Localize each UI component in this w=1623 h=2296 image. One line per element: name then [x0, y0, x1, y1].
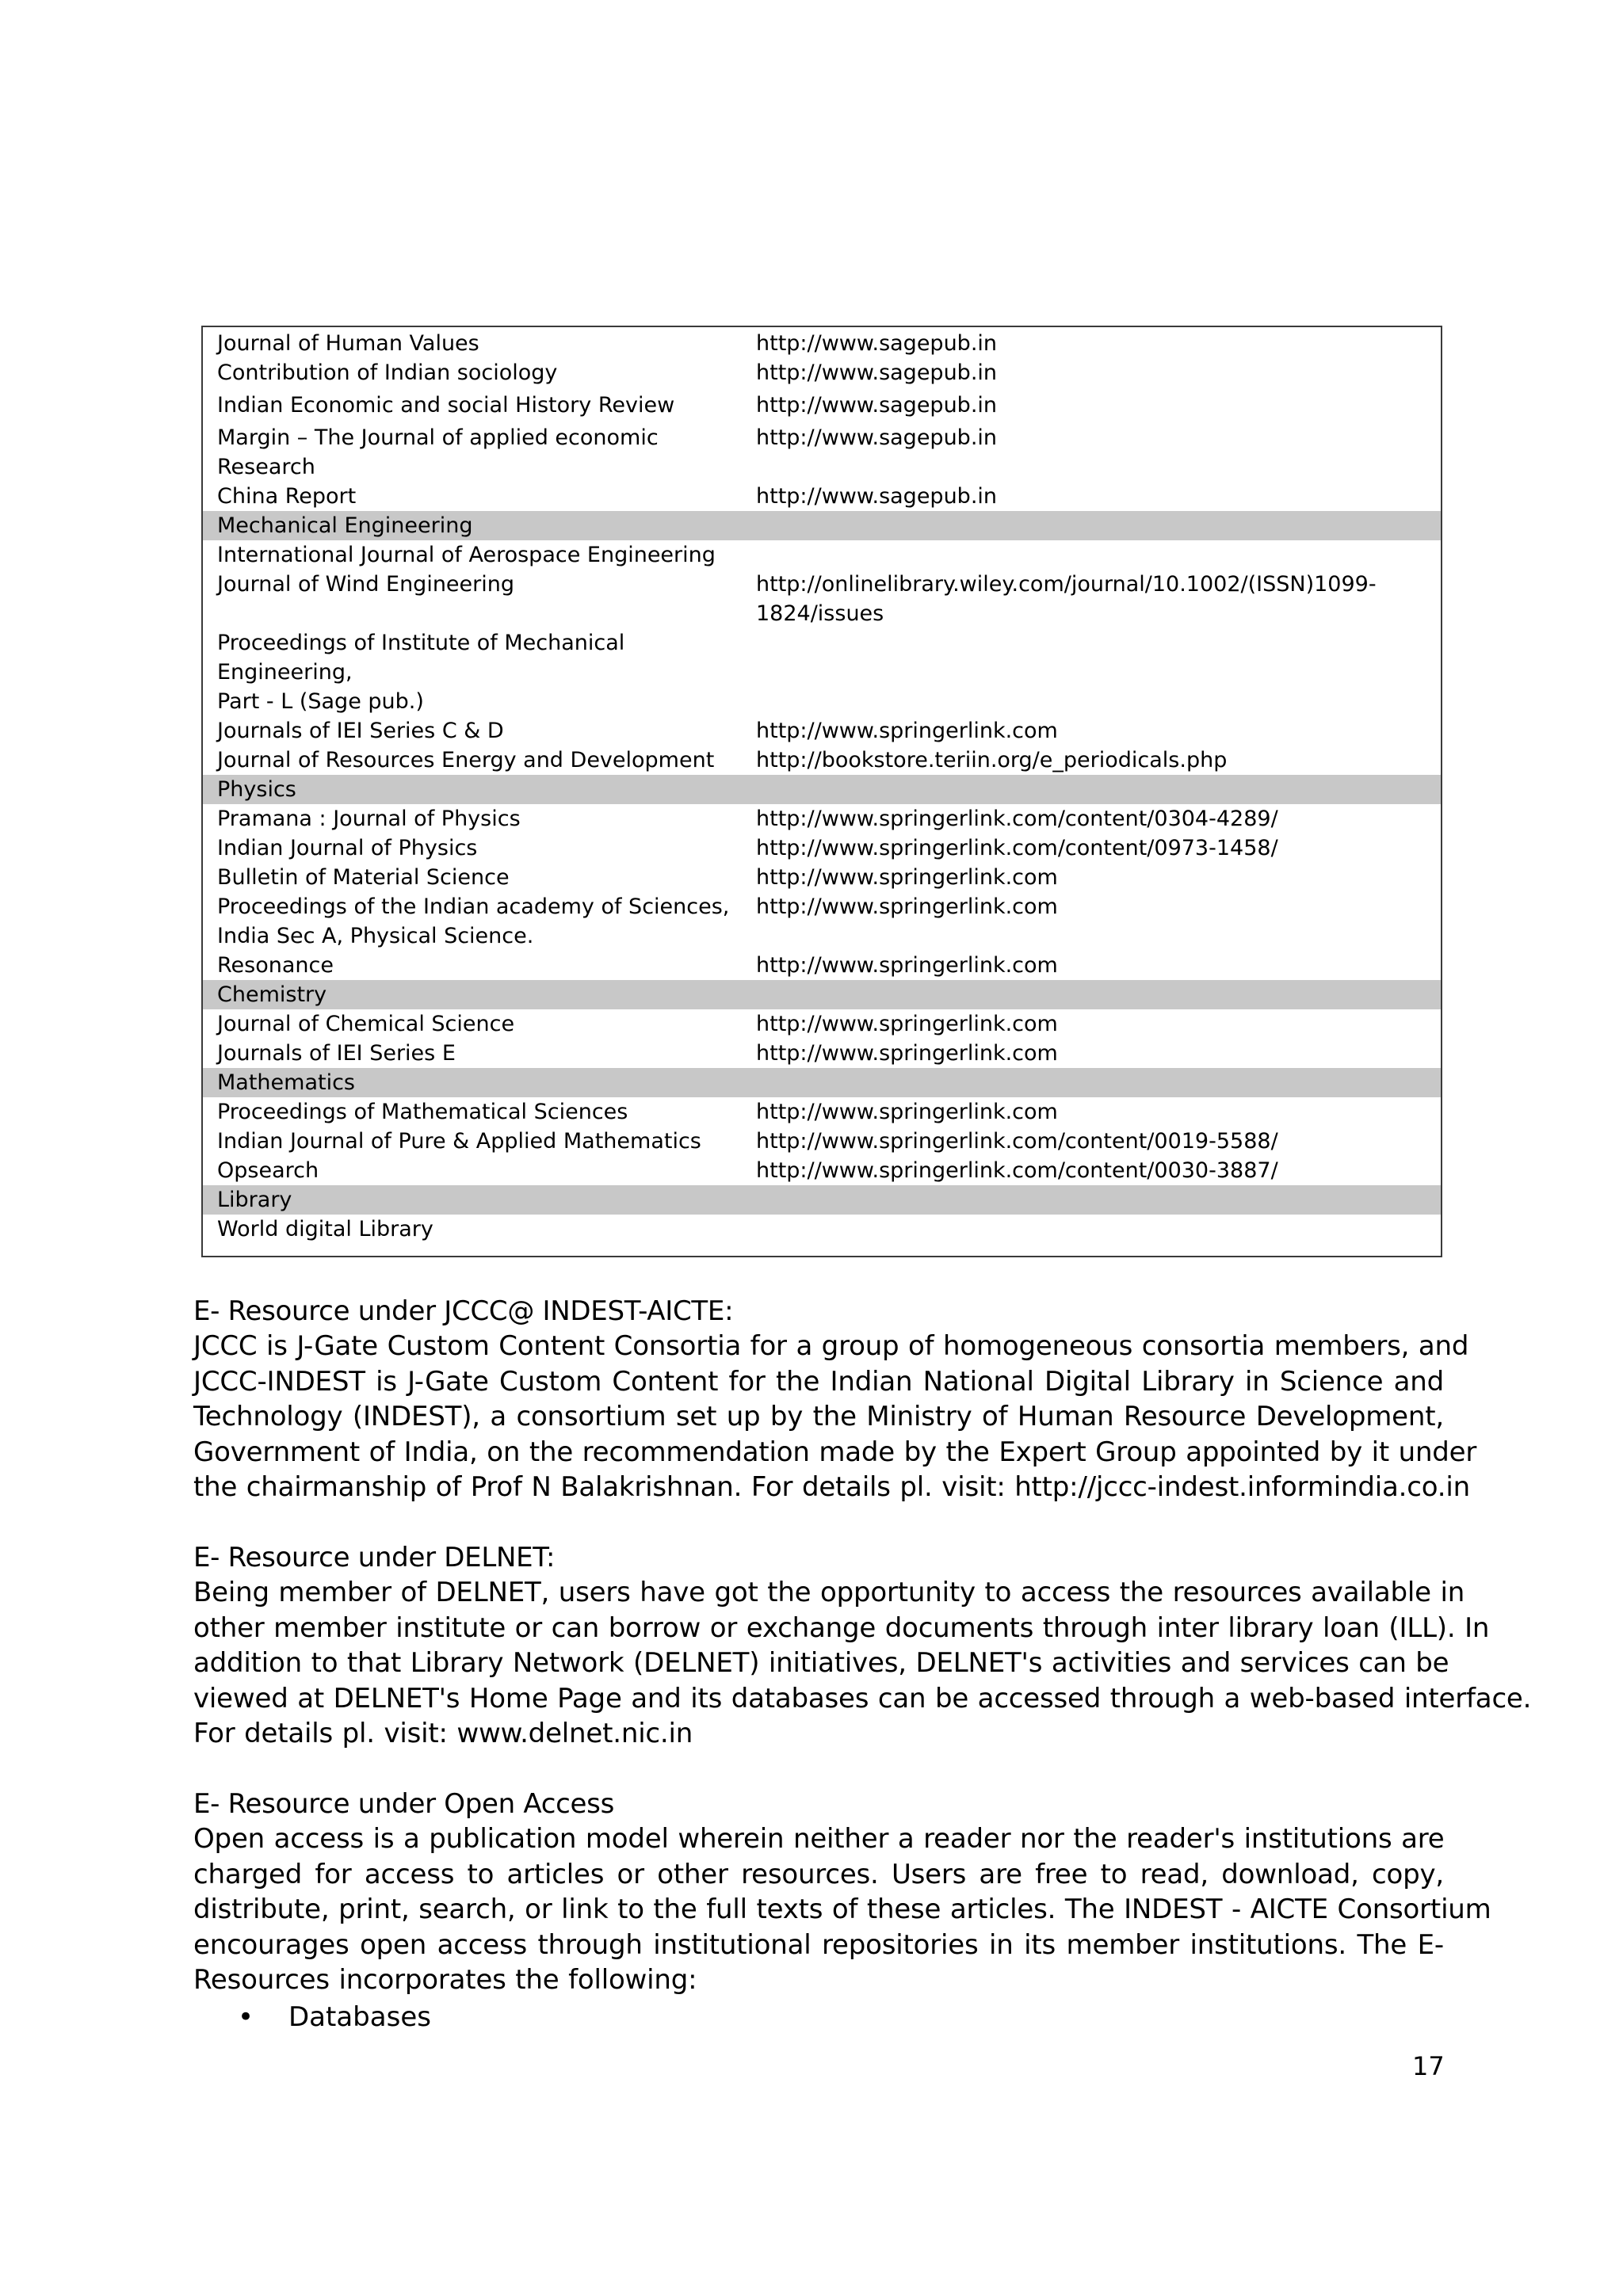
paragraph-line: Government of India, on the recommendation made by the Expert Group appointed by it under — [193, 1436, 1477, 1468]
journal-url — [756, 804, 1430, 833]
table-row — [203, 1215, 1441, 1244]
table-row — [203, 329, 1441, 358]
bullet-text: Databases — [288, 2001, 431, 2033]
table-row — [203, 951, 1441, 980]
journal-url — [756, 1156, 1430, 1185]
journal-title — [217, 804, 740, 833]
journal-url — [756, 570, 1430, 628]
paragraph-line: addition to that Library Network (DELNET) initiatives, DELNET's activities and services can be — [193, 1647, 1449, 1679]
journal-url — [756, 358, 1430, 387]
table-row — [203, 833, 1441, 863]
cell-text-line: Indian Journal of Physics — [217, 836, 478, 860]
paragraph-line: Being member of DELNET, users have got the opportunity to access the resources available in — [193, 1577, 1465, 1608]
cell-text-line: http://www.springerlink.com/content/0304-4289/ — [756, 807, 1278, 831]
table-section-row — [203, 980, 1441, 1009]
journal-title — [217, 1097, 740, 1127]
journal-url — [756, 892, 1430, 921]
journal-title — [217, 951, 740, 980]
section-label — [217, 511, 740, 540]
paragraph-line: viewed at DELNET's Home Page and its databases can be accessed through a web-based interface. — [193, 1682, 1532, 1714]
cell-text-line: Indian Economic and social History Review — [217, 393, 675, 418]
cell-text-line: Pramana : Journal of Physics — [217, 807, 521, 831]
paragraph-line: Technology (INDEST), a consortium set up by the Ministry of Human Resource Development, — [193, 1401, 1444, 1432]
paragraph-line: JCCC is J-Gate Custom Content Consortia for a group of homogeneous consortia members, and — [193, 1330, 1469, 1362]
journal-title — [217, 863, 740, 892]
table-row — [203, 863, 1441, 892]
cell-text-line: Research — [217, 455, 315, 479]
cell-text-line: Journal of Resources Energy and Development — [217, 748, 715, 772]
journal-title — [217, 423, 740, 482]
cell-text-line: Mechanical Engineering — [217, 513, 473, 538]
cell-text-line: http://bookstore.teriin.org/e_periodicals.php — [756, 748, 1228, 772]
cell-text-line: http://onlinelibrary.wiley.com/journal/10.1002/(ISSN)1099- — [756, 572, 1377, 597]
paragraph-line: encourages open access through institutional repositories in its member institutions. The E- — [193, 1928, 1444, 1961]
cell-text-line: http://www.springerlink.com — [756, 953, 1058, 978]
cell-text-line: Journal of Chemical Science — [217, 1012, 515, 1036]
journal-url — [756, 1127, 1430, 1156]
cell-text-line: Proceedings of Mathematical Sciences — [217, 1100, 628, 1124]
cell-text-line: http://www.springerlink.com — [756, 1012, 1058, 1036]
cell-text-line: http://www.springerlink.com — [756, 865, 1058, 890]
table-section-row — [203, 775, 1441, 804]
journal-url — [756, 482, 1430, 511]
journal-title — [217, 358, 740, 387]
paragraph-line: the chairmanship of Prof N Balakrishnan. For details pl. visit: http://jccc-indest.informindia.co.in — [193, 1471, 1470, 1503]
cell-text-line: China Report — [217, 484, 357, 509]
paragraph-line: other member institute or can borrow or exchange documents through inter library loan (ILL). In — [193, 1611, 1490, 1644]
journal-title — [217, 1127, 740, 1156]
table-row — [203, 804, 1441, 833]
cell-text-line: http://www.springerlink.com — [756, 1041, 1058, 1066]
journal-title — [217, 482, 740, 511]
cell-text-line: Journals of IEI Series E — [217, 1041, 456, 1066]
cell-text-line: Journal of Wind Engineering — [217, 572, 515, 597]
cell-text-line: Engineering, — [217, 660, 353, 685]
paragraph-line: Resources incorporates the following: — [193, 1964, 697, 1996]
journal-url — [756, 833, 1430, 863]
journal-title — [217, 1039, 740, 1068]
table-row — [203, 1039, 1441, 1068]
cell-text-line: http://www.springerlink.com — [756, 1100, 1058, 1124]
table-row — [203, 540, 1441, 570]
cell-text-line: Indian Journal of Pure & Applied Mathematics — [217, 1129, 701, 1154]
section-heading-open-access: E- Resource under Open Access — [193, 1788, 614, 1820]
bullet-dot-icon: • — [238, 2001, 254, 2033]
journal-title — [217, 746, 740, 775]
cell-text-line: Opsearch — [217, 1158, 319, 1183]
table-row — [203, 1097, 1441, 1127]
journal-url — [756, 391, 1430, 420]
section-paragraph-open-access — [193, 1821, 1491, 1998]
journal-title — [217, 1156, 740, 1185]
table-row — [203, 746, 1441, 775]
cell-text-line: http://www.sagepub.in — [756, 425, 998, 450]
paragraph-line: JCCC-INDEST is J-Gate Custom Content for the Indian National Digital Library in Science and — [193, 1365, 1444, 1398]
paragraph-line: Open access is a publication model wherein neither a reader nor the reader's institutions are — [193, 1823, 1445, 1855]
table-row — [203, 1156, 1441, 1185]
journal-url — [756, 1097, 1430, 1127]
journal-title — [217, 892, 740, 951]
table-row — [203, 628, 1441, 716]
cell-text-line: http://www.springerlink.com/content/0019-5588/ — [756, 1129, 1278, 1154]
cell-text-line: Resonance — [217, 953, 334, 978]
cell-text-line: Library — [217, 1188, 292, 1212]
cell-text-line: http://www.springerlink.com — [756, 719, 1058, 743]
journal-title — [217, 716, 740, 746]
cell-text-line: http://www.springerlink.com/content/0973-1458/ — [756, 836, 1278, 860]
cell-text-line: Part - L (Sage pub.) — [217, 689, 424, 714]
cell-text-line: Contribution of Indian sociology — [217, 360, 558, 385]
table-row — [203, 358, 1441, 387]
journal-url — [756, 1039, 1430, 1068]
table-row — [203, 482, 1441, 511]
table-section-row — [203, 1185, 1441, 1215]
cell-text-line: Journals of IEI Series C & D — [217, 719, 504, 743]
journal-title — [217, 833, 740, 863]
table-row — [203, 892, 1441, 951]
cell-text-line: Proceedings of Institute of Mechanical — [217, 631, 625, 655]
cell-text-line: http://www.sagepub.in — [756, 360, 998, 385]
section-label — [217, 980, 740, 1009]
cell-text-line: Mathematics — [217, 1070, 355, 1095]
journal-title — [217, 540, 740, 570]
journal-title — [217, 329, 740, 358]
cell-text-line: http://www.sagepub.in — [756, 484, 998, 509]
paragraph-line: distribute, print, search, or link to the full texts of these articles. The INDEST - AICTE Consortium — [193, 1894, 1491, 1925]
paragraph-line: For details pl. visit: www.delnet.nic.in — [193, 1718, 693, 1749]
cell-text-line: India Sec A, Physical Science. — [217, 924, 534, 948]
paragraph-line: charged for access to articles or other resources. Users are free to read, download, copy, — [193, 1858, 1444, 1890]
cell-text-line: World digital Library — [217, 1217, 433, 1241]
cell-text-line: 1824/issues — [756, 601, 884, 626]
table-row — [203, 1009, 1441, 1039]
journal-table — [201, 326, 1442, 1257]
section-paragraph-delnet — [193, 1575, 1532, 1752]
table-row — [203, 716, 1441, 746]
section-label — [217, 775, 740, 804]
journal-title — [217, 570, 740, 599]
journal-url — [756, 951, 1430, 980]
journal-title — [217, 628, 740, 716]
cell-text-line: Journal of Human Values — [217, 331, 479, 356]
cell-text-line: http://www.sagepub.in — [756, 331, 998, 356]
table-row — [203, 391, 1441, 420]
cell-text-line: Proceedings of the Indian academy of Sciences, — [217, 894, 730, 919]
section-heading-delnet: E- Resource under DELNET: — [193, 1542, 556, 1573]
cell-text-line: Physics — [217, 777, 296, 802]
table-row — [203, 570, 1441, 628]
section-label — [217, 1185, 740, 1215]
journal-url — [756, 863, 1430, 892]
cell-text-line: Chemistry — [217, 982, 327, 1007]
table-row — [203, 1127, 1441, 1156]
journal-url — [756, 716, 1430, 746]
cell-text-line: Margin – The Journal of applied economic — [217, 425, 659, 450]
journal-title — [217, 391, 740, 420]
table-section-row — [203, 511, 1441, 540]
cell-text-line: Bulletin of Material Science — [217, 865, 510, 890]
journal-url — [756, 329, 1430, 358]
section-label — [217, 1068, 740, 1097]
journal-url — [756, 746, 1430, 775]
page-number: 17 — [1412, 2051, 1445, 2081]
section-paragraph-jccc — [193, 1329, 1477, 1505]
cell-text-line: http://www.springerlink.com — [756, 894, 1058, 919]
journal-title — [217, 1009, 740, 1039]
cell-text-line: http://www.springerlink.com/content/0030-3887/ — [756, 1158, 1278, 1183]
cell-text-line: International Journal of Aerospace Engineering — [217, 543, 716, 567]
journal-url — [756, 1009, 1430, 1039]
table-row — [203, 423, 1441, 482]
section-heading-jccc: E- Resource under JCCC@ INDEST-AICTE: — [193, 1295, 734, 1327]
cell-text-line: http://www.sagepub.in — [756, 393, 998, 418]
journal-url — [756, 423, 1430, 452]
journal-title — [217, 1215, 740, 1244]
table-section-row — [203, 1068, 1441, 1097]
